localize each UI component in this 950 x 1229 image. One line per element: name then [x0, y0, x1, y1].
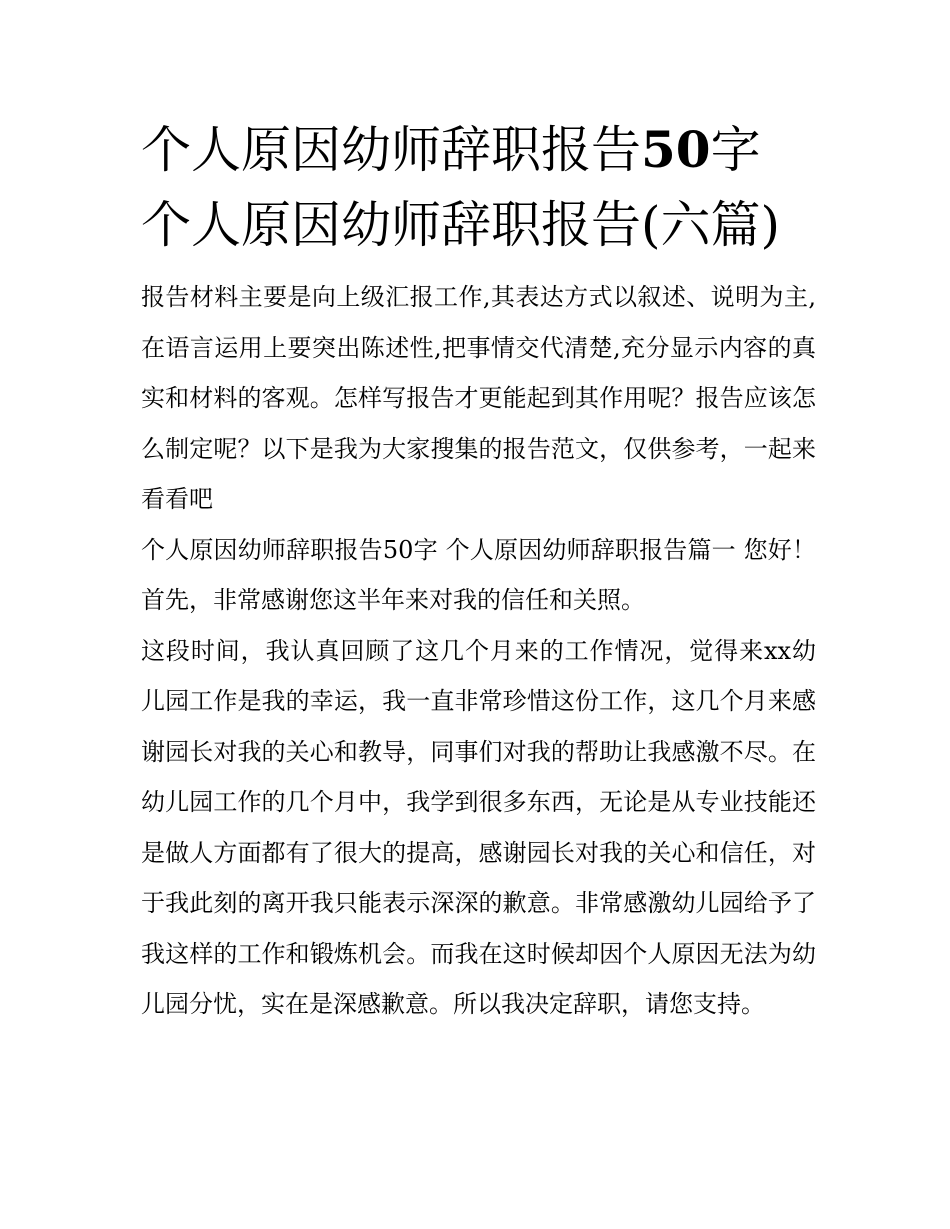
- resignation-paragraph: 这段时间，我认真回顾了这几个月来的工作情况，觉得来xx幼儿园工作是我的幸运，我一直非常珍惜这份工作，这几个月来感谢园长对我的关心和教导，同事们对我的帮助让我感激不尽。在幼儿园工作的几个月中，我学到很多东西，无论是从专业技能还是做人方面都有了很大的提高，感谢园长对我的关心和信任，对于我此刻的离开我只能表示深深的歉意。非常感激幼儿园给予了我这样的工作和锻炼机会。而我在这时候却因个人原因无法为幼儿园分忧，实在是深感歉意。所以我决定辞职，请您支持。: [141, 636, 816, 1018]
- greeting-paragraph: 个人原因幼师辞职报告50字 个人原因幼师辞职报告篇一 您好！ 首先，非常感谢您这半年来对我的信任和关照。: [141, 535, 816, 614]
- document-title-line-2: 个人原因幼师辞职报告(六篇): [141, 196, 781, 254]
- document-title-line-1: 个人原因幼师辞职报告50字: [141, 120, 761, 179]
- title-number: 50: [641, 120, 711, 179]
- intro-paragraph: 报告材料主要是向上级汇报工作,其表达方式以叙述、说明为主,在语言运用上要突出陈述性,把事情交代清楚,充分显示内容的真实和材料的客观。怎样写报告才更能起到其作用呢？报告应该怎么制定呢？以下是我为大家搜集的报告范文，仅供参考，一起来看看吧: [141, 283, 816, 513]
- document-content: [141, 112, 816, 1030]
